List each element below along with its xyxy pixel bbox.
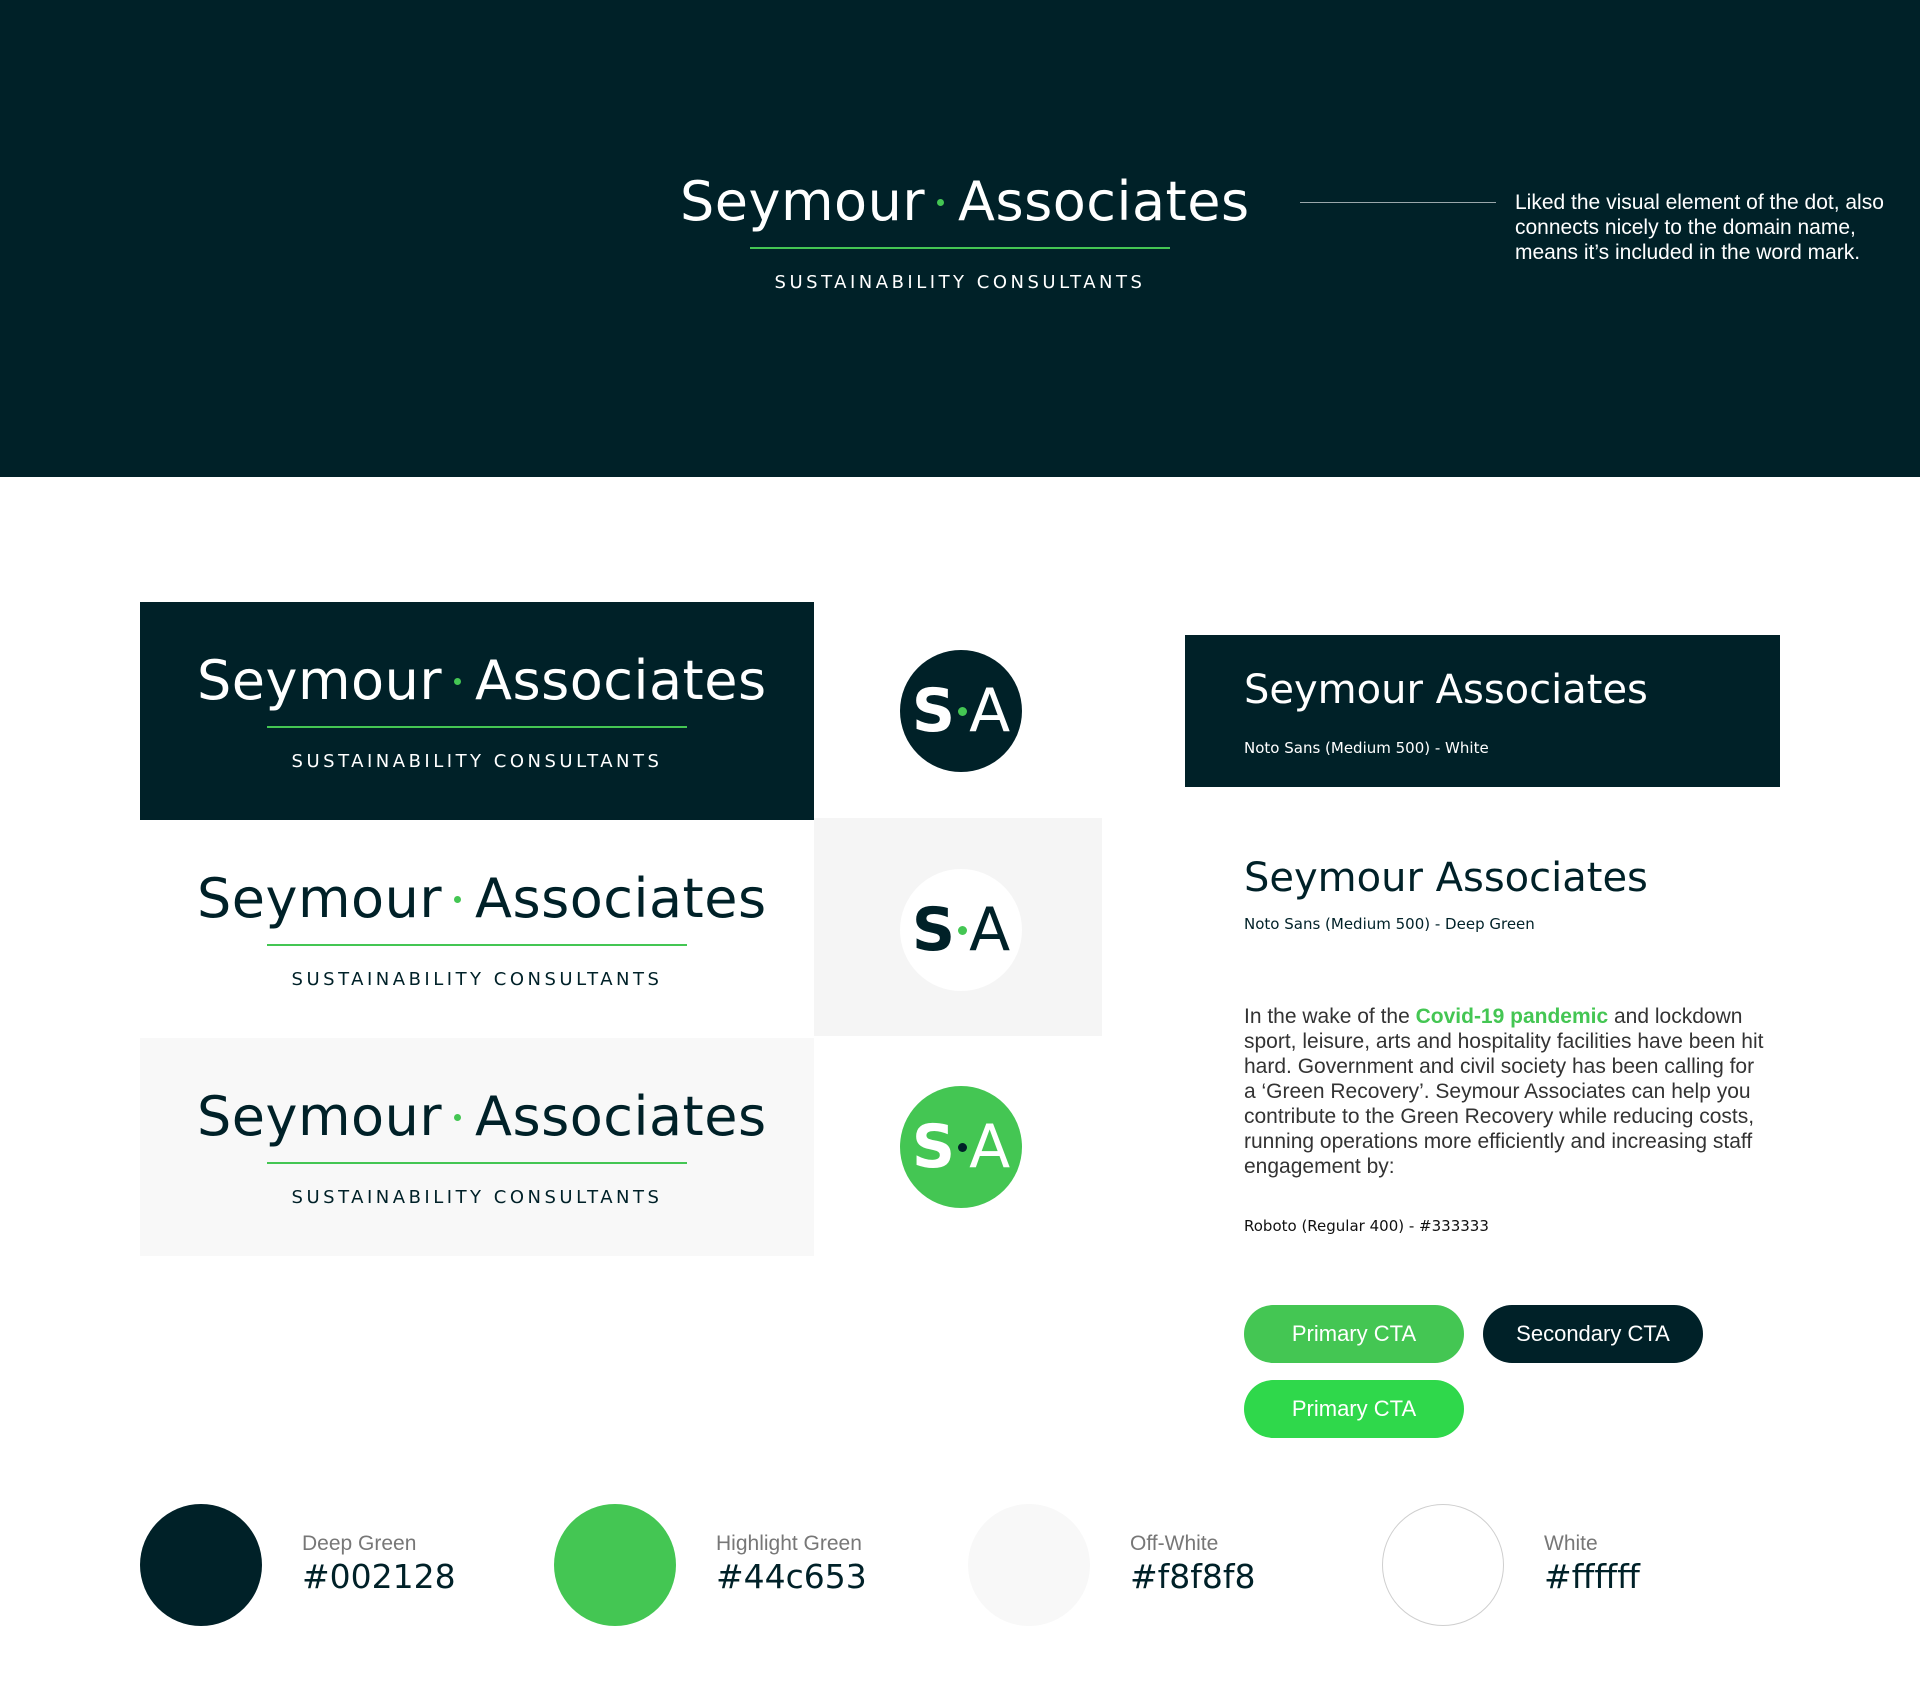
wordmark-title [197, 867, 767, 930]
monogram-letter-a: A [969, 895, 1011, 965]
swatch-hex: #44c653 [716, 1557, 867, 1596]
monogram-letter-s: S [911, 676, 956, 746]
wordmark-name-left: Seymour [197, 1085, 443, 1148]
wordmark-rule [750, 247, 1170, 249]
wordmark-name-right: Associates [958, 170, 1250, 233]
heading-sample-dark [1185, 635, 1780, 787]
wordmark-tagline: SUSTAINABILITY CONSULTANTS [774, 272, 1146, 293]
logo-panel-white [140, 820, 814, 1038]
primary-cta-button-alt[interactable]: Primary CTA [1244, 1380, 1464, 1438]
wordmark-title [197, 1085, 767, 1148]
wordmark-dark [197, 649, 767, 772]
wordmark-name-right: Associates [475, 1085, 767, 1148]
logo-panel-offwhite [140, 1038, 814, 1256]
wordmark-title [197, 649, 767, 712]
wordmark-name-left: Seymour [197, 867, 443, 930]
monogram-letter-a: A [969, 676, 1011, 746]
wordmark-dot [454, 1114, 461, 1121]
swatch-hex: #f8f8f8 [1130, 1557, 1256, 1596]
body-copy-highlight-link[interactable]: Covid-19 pandemic [1415, 1005, 1609, 1028]
annotation-text: Liked the visual element of the dot, also connects nicely to the domain name, means it’s included in the word mark. [1515, 191, 1884, 264]
wordmark-rule [267, 726, 687, 728]
hero-wordmark [680, 170, 1250, 293]
monogram-dot [958, 707, 967, 716]
swatch-deep-green [140, 1504, 262, 1626]
monogram-dot [958, 926, 967, 935]
primary-cta-button[interactable]: Primary CTA [1244, 1305, 1464, 1363]
monogram-letter-s: S [911, 895, 956, 965]
heading-sample-title: Seymour Associates [1244, 667, 1648, 713]
swatch-name: White [1544, 1532, 1598, 1555]
hero-banner [0, 0, 1920, 477]
logo-panel-dark [140, 602, 814, 820]
heading-sample-title: Seymour Associates [1244, 855, 1648, 901]
wordmark-tagline: SUSTAINABILITY CONSULTANTS [291, 1187, 663, 1208]
wordmark-tagline: SUSTAINABILITY CONSULTANTS [291, 969, 663, 990]
wordmark-title [680, 170, 1250, 233]
wordmark-name-left: Seymour [197, 649, 443, 712]
heading-sample-note: Noto Sans (Medium 500) - White [1244, 739, 1489, 757]
body-copy-start: In the wake of the [1244, 1005, 1416, 1028]
annotation-line [1300, 202, 1496, 203]
monogram-dark [900, 650, 1022, 772]
heading-sample-note: Noto Sans (Medium 500) - Deep Green [1244, 915, 1535, 933]
heading-sample-light [1244, 855, 1648, 933]
swatch-name: Off-White [1130, 1532, 1219, 1555]
monogram-green [900, 1086, 1022, 1208]
monogram-letter-a: A [969, 1112, 1011, 1182]
swatch-hex: #002128 [302, 1557, 456, 1596]
monogram-white [900, 869, 1022, 991]
wordmark-dot [454, 896, 461, 903]
swatch-name: Deep Green [302, 1532, 417, 1555]
wordmark-dot [937, 199, 944, 206]
monogram-letter-s: S [911, 1112, 956, 1182]
body-copy-sample [1244, 1004, 1764, 1179]
wordmark-name-right: Associates [475, 649, 767, 712]
swatch-hex: #ffffff [1544, 1557, 1640, 1596]
wordmark-dot [454, 678, 461, 685]
monogram-dot [958, 1143, 967, 1152]
wordmark-tagline: SUSTAINABILITY CONSULTANTS [291, 751, 663, 772]
swatch-off-white [968, 1504, 1090, 1626]
body-copy-end: and lockdown sport, leisure, arts and hospitality facilities have been hit hard. Government and civil society has been calling for a ‘Green Recovery’. Seymour Associates can help you contribute to the Green Recovery while reducing costs, running operations more efficiently and increasing staff engagement by: [1244, 1005, 1764, 1178]
swatch-highlight-green [554, 1504, 676, 1626]
wordmark-name-left: Seymour [680, 170, 926, 233]
swatch-name: Highlight Green [716, 1532, 862, 1555]
wordmark-white [197, 867, 767, 990]
wordmark-rule [267, 1162, 687, 1164]
wordmark-offwhite [197, 1085, 767, 1208]
swatch-white [1382, 1504, 1504, 1626]
wordmark-rule [267, 944, 687, 946]
secondary-cta-button[interactable]: Secondary CTA [1483, 1305, 1703, 1363]
body-copy-note: Roboto (Regular 400) - #333333 [1244, 1217, 1489, 1235]
wordmark-name-right: Associates [475, 867, 767, 930]
